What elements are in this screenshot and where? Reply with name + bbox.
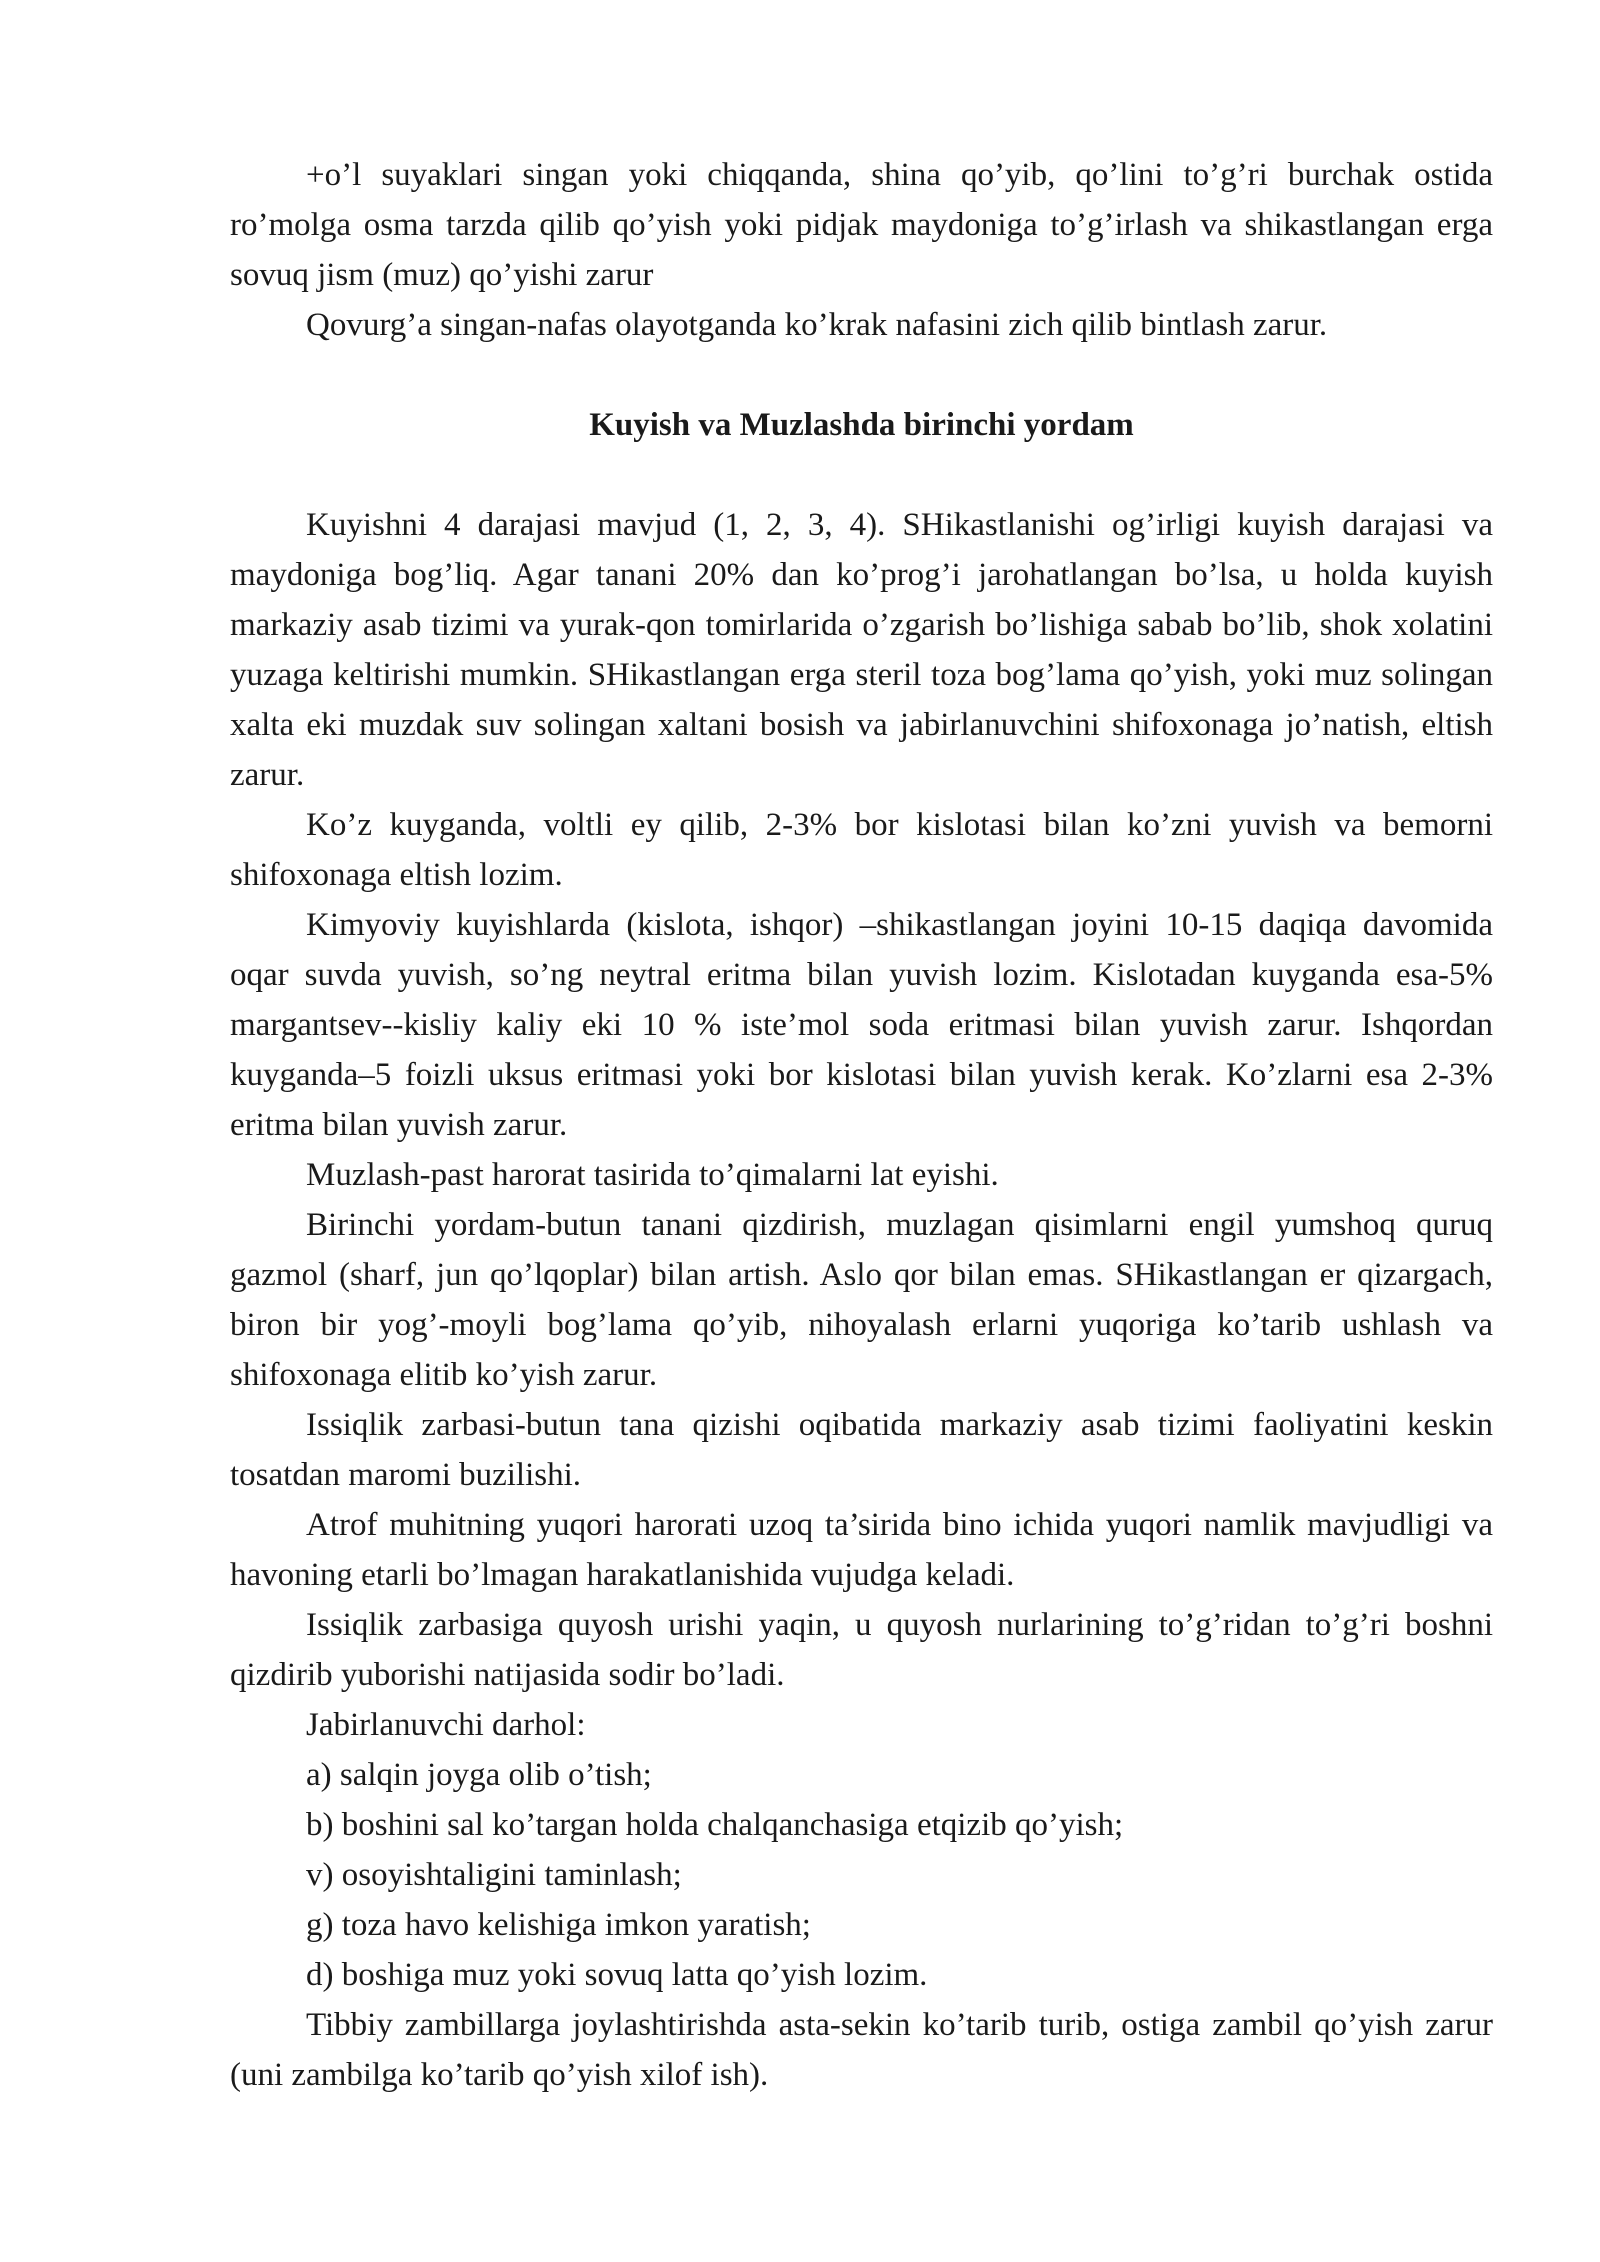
list-item: b) boshini sal ko’targan holda chalqanchasiga etqizib qo’yish; — [306, 1807, 1124, 1843]
paragraph-rib-fracture: Qovurg’a singan-nafas olayotganda ko’krak nafasini zich qilib bintlash zarur. — [306, 307, 1328, 343]
document-page — [230, 150, 1493, 2100]
paragraph-eye-burn: Ko’z kuyganda, voltli ey qilib, 2-3% bor kislotasi bilan ko’zni yuvish va bemorni shifoxonaga eltish lozim. — [230, 807, 1493, 893]
paragraph-arm-fracture: +o’l suyaklari singan yoki chiqqanda, shina qo’yib, qo’lini to’g’ri burchak ostida ro’molga osma tarzda qilib qo’yish yoki pidjak maydoniga to’g’irlash va shikastlangan erga sovuq jism (muz) qo’yishi zarur — [230, 157, 1493, 293]
list-item: a) salqin joyga olib o’tish; — [306, 1757, 652, 1793]
paragraph-frostbite-definition: Muzlash-past harorat tasirida to’qimalarni lat eyishi. — [306, 1157, 999, 1193]
paragraph-chemical-burn: Kimyoviy kuyishlarda (kislota, ishqor) –shikastlangan joyini 10-15 daqiqa davomida oqar suvda yuvish, so’ng neytral eritma bilan yuvish lozim. Kislotadan kuyganda esa-5% margantsev--kisliy kaliy eki 10 % iste’mol soda eritmasi bilan yuvish zarur. Ishqordan kuyganda–5 foizli uksus eritmasi yoki bor kislotasi bilan yuvish kerak. Ko’zlarni esa 2-3% eritma bilan yuvish zarur. — [230, 907, 1493, 1143]
list-item: g) toza havo kelishiga imkon yaratish; — [306, 1907, 811, 1943]
list-item: v) osoyishtaligini taminlash; — [306, 1857, 682, 1893]
paragraph-heatstroke-definition: Issiqlik zarbasi-butun tana qizishi oqibatida markaziy asab tizimi faoliyatini keskin tosatdan maromi buzilishi. — [230, 1407, 1493, 1493]
paragraph-burn-degrees: Kuyishni 4 darajasi mavjud (1, 2, 3, 4). SHikastlanishi og’irligi kuyish darajasi va maydoniga bog’liq. Agar tanani 20% dan ko’prog’i jarohatlangan bo’lsa, u holda kuyish markaziy asab tizimi va yurak-qon tomirlarida o’zgarish bo’lishiga sabab bo’lib, shok xolatini yuzaga keltirishi mumkin. SHikastlangan erga steril toza bog’lama qo’yish, yoki muz solingan xalta eki muzdak suv solingan xaltani bosish va jabirlanuvchini shifoxonaga jo’natish, eltish zarur. — [230, 507, 1493, 793]
paragraph-frostbite-first-aid: Birinchi yordam-butun tanani qizdirish, muzlagan qisimlarni engil yumshoq quruq gazmol (sharf, jun qo’lqoplar) bilan artish. Aslo qor bilan emas. SHikastlangan er qizargach, biron bir yog’-moyli bog’lama qo’yib, nihoyalash erlarni yuqoriga ko’tarib ushlash va shifoxonaga elitib ko’yish zarur. — [230, 1207, 1493, 1393]
paragraph-heatstroke-causes: Atrof muhitning yuqori harorati uzoq ta’sirida bino ichida yuqori namlik mavjudligi va havoning etarli bo’lmagan harakatlanishida vujudga keladi. — [230, 1507, 1493, 1593]
list-item: d) boshiga muz yoki sovuq latta qo’yish lozim. — [306, 1957, 928, 1993]
paragraph-stretcher: Tibbiy zambillarga joylashtirishda asta-sekin ko’tarib turib, ostiga zambil qo’yish zarur (uni zambilga ko’tarib qo’yish xilof ish). — [230, 2007, 1493, 2093]
paragraph-sunstroke: Issiqlik zarbasiga quyosh urishi yaqin, u quyosh nurlarining to’g’ridan to’g’ri boshni qizdirib yuborishi natijasida sodir bo’ladi. — [230, 1607, 1493, 1693]
paragraph-victim-immediately: Jabirlanuvchi darhol: — [306, 1707, 586, 1743]
section-heading: Kuyish va Muzlashda birinchi yordam — [589, 407, 1134, 443]
